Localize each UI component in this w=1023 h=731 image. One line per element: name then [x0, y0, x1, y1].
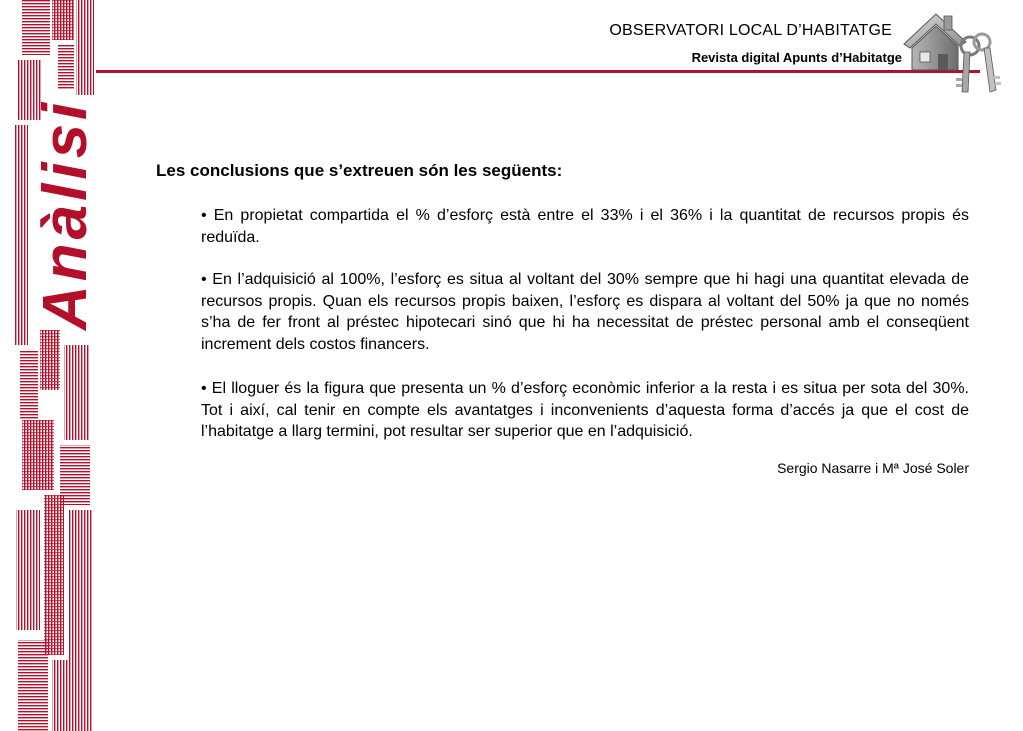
header-subtitle: Revista digital Apunts d’Habitatge	[691, 50, 902, 65]
sidebar-decoration	[0, 0, 100, 731]
sidebar-vertical-word: Anàlisi	[31, 98, 100, 330]
author-signature: Sergio Nasarre i Mª José Soler	[777, 460, 969, 476]
header-divider	[96, 70, 980, 73]
house-with-keys-icon	[898, 6, 1008, 98]
bullet-shared-ownership: • En propietat compartida el % d’esforç està entre el 33% i el 36% i la quantitat de recursos propis és reduïda.	[201, 207, 969, 246]
bullet-rental: • El lloguer és la figura que presenta un % d’esforç econòmic inferior a la resta i es situa per sota del 30%. Tot i així, cal tenir en compte els avantatges i inconvenients d’aquesta forma d’accés ja que el cost de l’habitatge a llarg termini, pot resultar ser superior que en l’adquisició.	[201, 380, 969, 441]
header-title: OBSERVATORI LOCAL D’HABITATGE	[609, 22, 892, 39]
bullet-full-acquisition: • En l’adquisició al 100%, l’esforç es situa al voltant del 30% sempre que hi hagi una quantitat elevada de recursos propis. Quan els recursos propis baixen, l’esforç es dispara al voltant del 50% ja que no només s’ha de fer front al préstec hipotecari sinó que hi ha necessitat de préstec personal amb el conseqüent increment dels costos financers.	[201, 271, 969, 354]
section-heading: Les conclusions que s’extreuen són les següents:	[156, 161, 563, 180]
